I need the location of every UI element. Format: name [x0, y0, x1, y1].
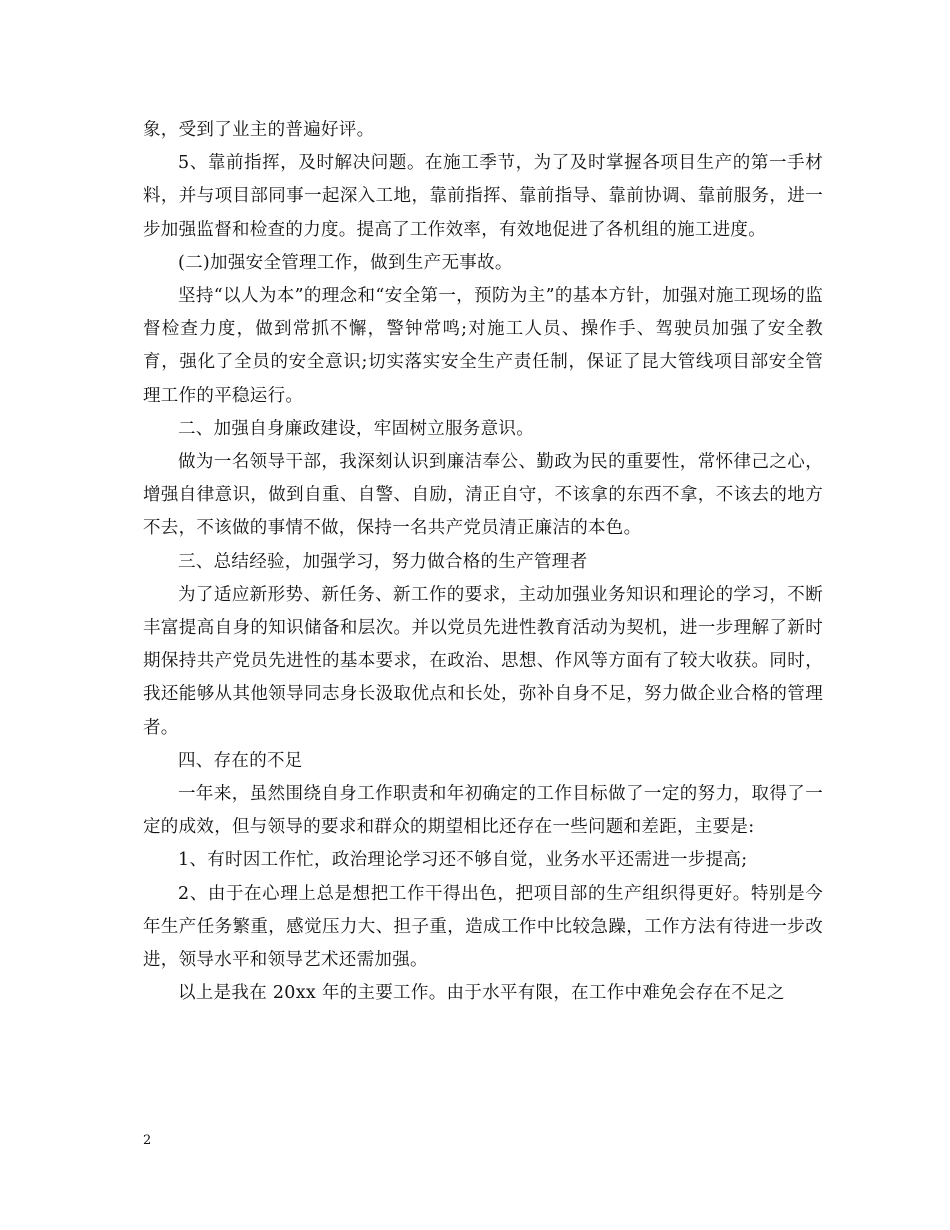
heading-section-3: 三、总结经验，加强学习，努力做合格的生产管理者: [178, 551, 588, 572]
paragraph-learning: 为了适应新形势、新任务、新工作的要求，主动加强业务知识和理论的学习，不断丰富提高自身的知识储备和层次。并以党员先进性教育活动为契机，进一步理解了新时期保持共产党员先进性的基本要求，在政治、思想、作风等方面有了较大收获。同时，我还能够从其他领导同志身长汲取优点和长处，弥补自身不足，努力做企业合格的管理者。: [143, 584, 823, 738]
list-item-shortcoming-1: 1、有时因工作忙，政治理论学习还不够自觉，业务水平还需进一步提高;: [178, 850, 748, 871]
subheading-safety-management: (二)加强安全管理工作，做到生产无事故。: [178, 252, 513, 273]
paragraph-continuation: 象，受到了业主的普遍好评。: [143, 120, 375, 140]
paragraph-shortcomings-intro: 一年来，虽然围绕自身工作职责和年初确定的工作目标做了一定的努力，取得了一定的成效，但与领导的要求和群众的期望相比还存在一些问题和差距，主要是:: [143, 784, 823, 838]
document-body: [143, 114, 823, 1010]
heading-section-4: 四、存在的不足: [178, 750, 303, 771]
paragraph-closing: 以上是我在 20xx 年的主要工作。由于水平有限，在工作中难免会存在不足之: [178, 983, 785, 1004]
paragraph-safety-policy: 坚持“以人为本”的理念和“安全第一，预防为主”的基本方针，加强对施工现场的监督检查力度，做到常抓不懈，警钟常鸣;对施工人员、操作手、驾驶员加强了安全教育，强化了全员的安全意识;切实落实安全生产责任制，保证了昆大管线项目部安全管理工作的平稳运行。: [143, 286, 823, 406]
paragraph-item-5: 5、靠前指挥，及时解决问题。在施工季节，为了及时掌握各项目生产的第一手材料，并与项目部同事一起深入工地，靠前指挥、靠前指导、靠前协调、靠前服务，进一步加强监督和检查的力度。提高了工作效率，有效地促进了各机组的施工进度。: [143, 153, 823, 240]
list-item-shortcoming-2: 2、由于在心理上总是想把工作干得出色，把项目部的生产组织得更好。特别是今年生产任务繁重，感觉压力大、担子重，造成工作中比较急躁，工作方法有待进一步改进，领导水平和领导艺术还需加强。: [143, 883, 823, 971]
paragraph-integrity: 做为一名领导干部，我深刻认识到廉洁奉公、勤政为民的重要性，常怀律己之心，增强自律意识，做到自重、自警、自励，清正自守，不该拿的东西不拿，不该去的地方不去，不该做的事情不做，保持一名共产党员清正廉洁的本色。: [143, 452, 823, 539]
page-number: 2: [143, 1133, 152, 1148]
heading-section-2: 二、加强自身廉政建设，牢固树立服务意识。: [178, 418, 534, 439]
